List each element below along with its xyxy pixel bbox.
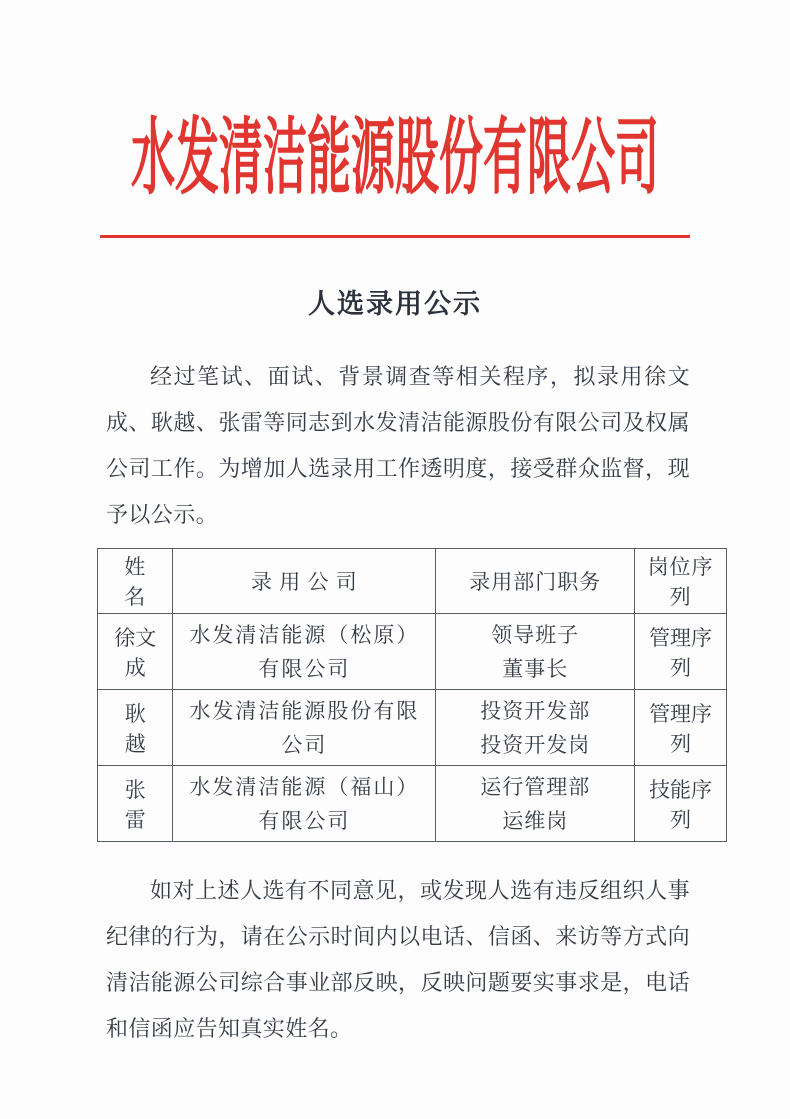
column-header-dept-job: 录用部门职务 — [436, 549, 635, 614]
cell-candidate-name: 徐文成 — [98, 614, 173, 690]
candidates-table — [97, 548, 727, 842]
cell-dept-position — [436, 766, 635, 842]
position-line: 投资开发岗 — [480, 732, 591, 757]
cell-company: 水发清洁能源（福山）有限公司 — [173, 766, 436, 842]
column-header-company: 录 用 公 司 — [173, 549, 436, 614]
department-line: 运行管理部 — [480, 774, 591, 799]
position-line: 董事长 — [502, 656, 569, 681]
table-header-row — [98, 549, 727, 614]
company-name: 水发清洁能源股份有限公司 — [131, 112, 659, 206]
cell-candidate-name: 耿 越 — [98, 690, 173, 766]
page-title: 人选录用公示 — [308, 289, 482, 319]
cell-candidate-name: 张 雷 — [98, 766, 173, 842]
department-line: 领导班子 — [491, 622, 580, 647]
feedback-paragraph: 如对上述人选有不同意见，或发现人选有违反组织人事纪律的行为，请在公示时间内以电话、信函、来访等方式向清洁能源公司综合事业部反映，反映问题要实事求是，电话和信函应告知真实姓名。 — [106, 878, 690, 1041]
cell-series: 技能序列 — [635, 766, 727, 842]
cell-dept-position — [436, 690, 635, 766]
table-row — [98, 766, 727, 842]
position-line: 运维岗 — [502, 808, 569, 833]
table-row — [98, 690, 727, 766]
cell-dept-position — [436, 614, 635, 690]
column-header-series: 岗位序列 — [635, 549, 727, 614]
cell-series: 管理序列 — [635, 614, 727, 690]
company-letterhead — [0, 105, 790, 206]
department-line: 投资开发部 — [480, 698, 591, 723]
table-row — [98, 614, 727, 690]
cell-series: 管理序列 — [635, 690, 727, 766]
letterhead-divider — [100, 235, 690, 238]
cell-company: 水发清洁能源（松原）有限公司 — [173, 614, 436, 690]
cell-company: 水发清洁能源股份有限公司 — [173, 690, 436, 766]
column-header-name: 姓 名 — [98, 549, 173, 614]
intro-paragraph: 经过笔试、面试、背景调查等相关程序，拟录用徐文成、耿越、张雷等同志到水发清洁能源股份有限公司及权属公司工作。为增加人选录用工作透明度，接受群众监督，现予以公示。 — [106, 364, 690, 527]
